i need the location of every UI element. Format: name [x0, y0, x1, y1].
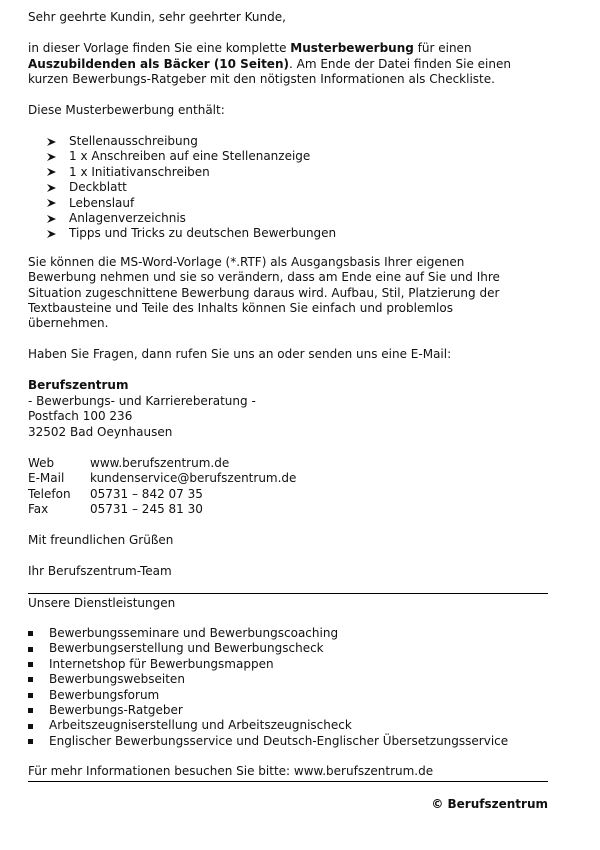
usage-line: Bewerbung nehmen und sie so verändern, dass am Ende eine auf Sie und Ihre: [28, 270, 500, 284]
contact-row: [28, 456, 296, 471]
services-heading: Unsere Dienstleistungen: [28, 596, 176, 610]
arrow-bullet-icon: [47, 137, 57, 147]
intro-line-2: [28, 57, 511, 72]
square-bullet-icon: [28, 693, 33, 698]
square-bullet-icon: [28, 739, 33, 744]
city: 32502 Bad Oeynhausen: [28, 425, 173, 439]
list-item-label: Internetshop für Bewerbungsmappen: [49, 656, 274, 671]
usage-line: Sie können die MS-Word-Vorlage (*.RTF) als Ausgangsbasis Ihrer eigenen: [28, 255, 465, 269]
contact-row: [28, 487, 296, 502]
square-bullet-icon: [28, 662, 33, 667]
contents-heading: Diese Musterbewerbung enthält:: [28, 103, 225, 117]
list-item-label: Deckblatt: [69, 180, 127, 195]
list-item-label: Anlagenverzeichnis: [69, 210, 186, 225]
square-bullet-icon: [28, 677, 33, 682]
arrow-bullet-icon: [47, 214, 57, 224]
contact-label: Fax: [28, 502, 49, 517]
questions-text: Haben Sie Fragen, dann rufen Sie uns an oder senden uns eine E-Mail:: [28, 347, 452, 361]
usage-line: Situation zugeschnittene Bewerbung daraus wird. Aufbau, Stil, Platzierung der: [28, 286, 500, 300]
arrow-bullet-icon: [47, 229, 57, 239]
list-item: [47, 211, 336, 226]
more-info: Für mehr Informationen besuchen Sie bitte: www.berufszentrum.de: [28, 764, 434, 778]
list-item-label: Bewerbungswebseiten: [49, 672, 185, 687]
square-bullet-icon: [28, 647, 33, 652]
intro-text: in dieser Vorlage finden Sie eine komplette: [28, 41, 291, 55]
list-item-label: Arbeitszeugniserstellung und Arbeitszeugnischeck: [49, 718, 352, 733]
list-item: [28, 626, 508, 641]
list-item-label: Stellenausschreibung: [69, 134, 198, 148]
list-item: [47, 180, 336, 195]
greeting: Sehr geehrte Kundin, sehr geehrter Kunde,: [28, 10, 286, 24]
list-item-label: Tipps und Tricks zu deutschen Bewerbungen: [69, 226, 337, 241]
contact-label: Telefon: [28, 486, 71, 501]
intro-emphasis: Auszubildenden als Bäcker (10 Seiten): [28, 57, 289, 71]
list-item: [28, 672, 508, 687]
list-item: [28, 718, 508, 733]
list-item-label: Lebenslauf: [69, 195, 135, 210]
list-item: [47, 165, 336, 180]
square-bullet-icon: [28, 708, 33, 713]
list-item: [28, 734, 508, 749]
list-item-label: Englischer Bewerbungsservice und Deutsch-Englischer Übersetzungsservice: [49, 733, 509, 748]
list-item: [47, 196, 336, 211]
list-item: [28, 641, 508, 656]
list-item-label: Bewerbungsforum: [49, 687, 160, 702]
contact-label: Web: [28, 456, 55, 470]
contents-list: [47, 134, 336, 242]
square-bullet-icon: [28, 631, 33, 636]
contact-row: [28, 471, 296, 486]
signature: Ihr Berufszentrum-Team: [28, 564, 172, 578]
list-item-label: 1 x Initiativanschreiben: [69, 164, 210, 179]
list-item: [28, 703, 508, 718]
arrow-bullet-icon: [47, 167, 57, 177]
intro-line-1: [28, 41, 472, 56]
list-item: [47, 226, 336, 241]
list-item-label: Bewerbungsseminare und Bewerbungscoaching: [49, 626, 339, 640]
company-name: Berufszentrum: [28, 378, 129, 392]
list-item-label: Bewerbungserstellung und Bewerbungscheck: [49, 641, 324, 656]
fax-number: 05731 – 245 81 30: [90, 502, 203, 517]
postbox: Postfach 100 236: [28, 409, 133, 423]
list-item: [28, 688, 508, 703]
phone-number: 05731 – 842 07 35: [90, 486, 203, 501]
arrow-bullet-icon: [47, 198, 57, 208]
square-bullet-icon: [28, 724, 33, 729]
contact-table: [28, 456, 296, 518]
closing: Mit freundlichen Grüßen: [28, 533, 174, 547]
list-item-label: 1 x Anschreiben auf eine Stellenanzeige: [69, 149, 311, 164]
intro-text: für einen: [413, 41, 472, 55]
company-tagline: - Bewerbungs- und Karriereberatung -: [28, 394, 256, 408]
website-link[interactable]: www.berufszentrum.de: [90, 456, 230, 470]
intro-emphasis: Musterbewerbung: [290, 41, 414, 55]
usage-line: Textbausteine und Teile des Inhalts können Sie einfach und problemlos: [28, 301, 453, 315]
intro-text: . Am Ende der Datei finden Sie einen: [288, 57, 511, 71]
arrow-bullet-icon: [47, 152, 57, 162]
list-item: [28, 657, 508, 672]
services-list: [28, 626, 508, 749]
divider: [28, 781, 548, 782]
divider: [28, 593, 548, 594]
list-item: [47, 149, 336, 164]
contact-label: E-Mail: [28, 471, 65, 486]
copyright-notice: © Berufszentrum: [431, 797, 548, 811]
list-item-label: Bewerbungs-Ratgeber: [49, 702, 183, 717]
usage-line: übernehmen.: [28, 316, 109, 330]
list-item: [47, 134, 336, 149]
contact-row: [28, 502, 296, 517]
arrow-bullet-icon: [47, 183, 57, 193]
email-link[interactable]: kundenservice@berufszentrum.de: [90, 471, 297, 486]
intro-line-3: kurzen Bewerbungs-Ratgeber mit den nötigsten Informationen als Checkliste.: [28, 72, 495, 86]
